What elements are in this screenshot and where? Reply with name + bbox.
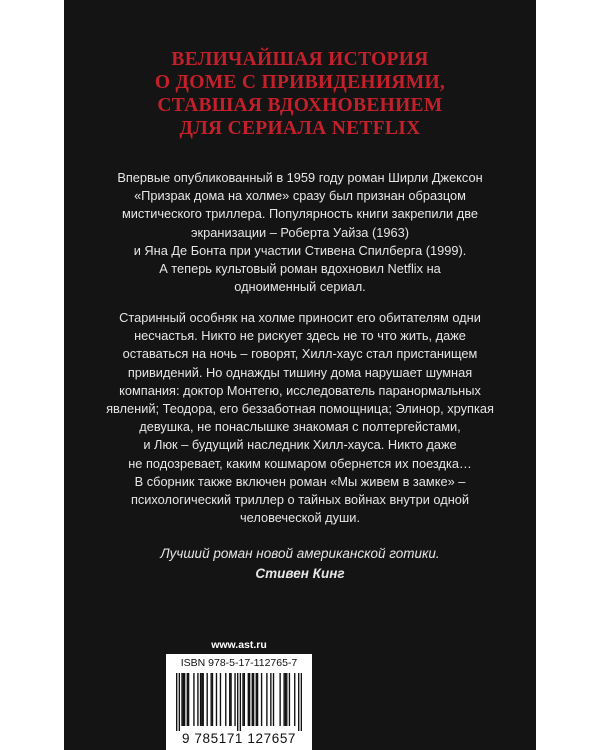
barcode-bar <box>279 673 280 726</box>
barcode-bar <box>261 673 262 726</box>
text-line: Впервые опубликованный в 1959 году роман Ширли Джексон <box>117 170 483 185</box>
barcode-bar <box>242 673 243 726</box>
quote-text: Лучший роман новой американской готики. <box>160 546 440 561</box>
text-line: компания: доктор Монтегю, исследователь паранормальных <box>119 382 481 398</box>
barcode-bar <box>210 673 211 726</box>
barcode-bar <box>183 673 184 726</box>
barcode-bar <box>187 673 188 726</box>
barcode-bar <box>266 673 267 726</box>
barcode-bar <box>203 673 204 726</box>
barcode-bar <box>270 673 271 726</box>
quote-author: Стивен Кинг <box>255 566 345 581</box>
text-line: экранизации – Роберта Уайза (1963) <box>191 224 409 240</box>
barcode-bar <box>285 673 286 726</box>
barcode-bar <box>294 673 295 726</box>
barcode-bar <box>216 673 217 726</box>
barcode-bar <box>212 673 213 726</box>
blurb-quote <box>64 544 536 584</box>
barcode-bar <box>257 673 258 726</box>
barcode-bar <box>249 673 250 726</box>
barcode-bar <box>234 673 235 726</box>
text-line: не подозревает, каким кошмаром обернется их поездка… <box>128 455 472 471</box>
barcode-bar <box>237 673 238 731</box>
text-line: «Призрак дома на холме» сразу был признан образцом <box>134 188 466 204</box>
barcode-bar <box>179 673 180 731</box>
barcode-bar <box>301 673 302 731</box>
barcode-panel <box>166 654 312 750</box>
publisher-website[interactable]: www.ast.ru <box>166 637 312 654</box>
text-line: девушка, не понаслышке знакомая с полтергейстами, <box>139 419 461 435</box>
headline-line: СТАВШАЯ ВДОХНОВЕНИЕМ <box>157 95 443 116</box>
text-line: оставаться на ночь – говорят, Хилл-хаус стал пристанищем <box>122 346 478 362</box>
barcode-bar <box>252 673 253 726</box>
barcode-bar <box>207 673 208 726</box>
text-line: и Яна Де Бонта при участии Стивена Спилберга (1999). <box>133 242 467 258</box>
barcode-bar <box>188 673 189 726</box>
text-line: психологический триллер о тайных войнах внутри одной <box>130 492 470 508</box>
text-line: привидений. Но однажды тишину дома нарушает шумная <box>127 364 473 380</box>
barcode-bar <box>240 673 241 731</box>
barcode-bar <box>197 673 198 726</box>
barcode-bar <box>225 673 226 726</box>
text-line: Старинный особняк на холме приносит его обитателям одни <box>119 310 481 325</box>
barcode-bar <box>289 673 290 726</box>
barcode-bar <box>220 673 221 726</box>
barcode-bar <box>230 673 231 726</box>
barcode-bar <box>193 673 194 726</box>
headline-line: О ДОМЕ С ПРИВИДЕНИЯМИ, <box>154 72 446 93</box>
barcode-bar <box>229 673 230 726</box>
barcode-bar <box>283 673 284 726</box>
barcode-bar <box>256 673 257 726</box>
text-line: явлений; Теодора, его беззаботная помощница; Элинор, хрупкая <box>106 401 494 417</box>
text-line: А теперь культовый роман вдохновил Netflix на <box>159 261 441 277</box>
isbn-label: ISBN 978-5-17-112765-7 <box>180 657 298 669</box>
text-line: и Люк – будущий наследник Хилл-хауса. Никто даже <box>143 437 457 453</box>
barcode-bar <box>181 673 182 726</box>
barcode-bar <box>184 673 185 726</box>
barcode-digits: 9 785171 127657 <box>181 731 297 746</box>
barcode-bar <box>298 673 299 731</box>
barcode-bar <box>244 673 245 726</box>
barcode-bar <box>201 673 202 726</box>
headline <box>64 48 536 140</box>
headline-line: ВЕЛИЧАЙШАЯ ИСТОРИЯ <box>171 49 429 70</box>
text-line: одноименный сериал. <box>234 279 366 295</box>
barcode-bar <box>176 673 177 731</box>
headline-line: ДЛЯ СЕРИАЛА NETFLIX <box>179 118 421 139</box>
barcode-bar <box>248 673 249 726</box>
barcode-bar <box>286 673 287 726</box>
barcode-bar <box>200 673 201 726</box>
text-line: В сборник также включен роман «Мы живем в замке» – <box>134 473 466 489</box>
text-line: мистического триллера. Популярность книги закрепили две <box>121 206 478 222</box>
text-line: несчастья. Никто не рискует здесь не то что жить, даже <box>134 328 466 344</box>
description-paragraph-1 <box>64 169 536 296</box>
text-line: человеческой души. <box>239 510 360 526</box>
description-paragraph-2 <box>64 309 536 527</box>
barcode-bar <box>273 673 274 726</box>
barcode-bars <box>176 673 302 731</box>
barcode-bar <box>253 673 254 726</box>
